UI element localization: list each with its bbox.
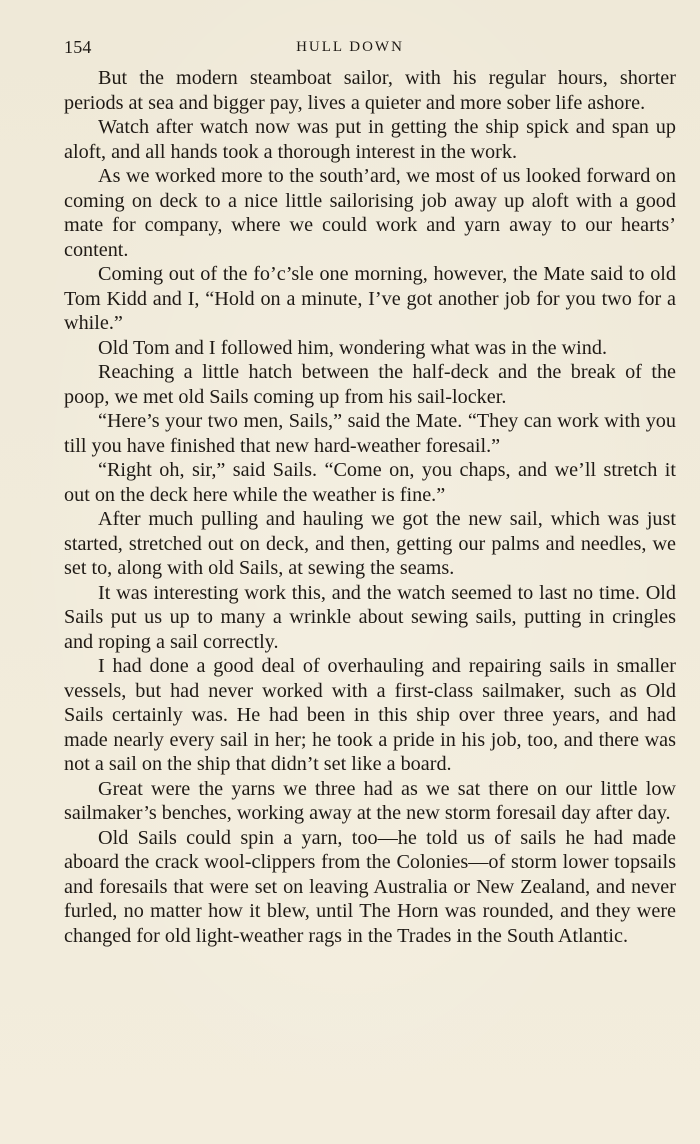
page-number: 154 xyxy=(64,37,92,57)
page-header xyxy=(64,34,636,60)
paragraph-6: Reaching a little hatch between the half-deck and the break of the poop, we met old Sails coming up from his sail-locker. xyxy=(64,361,676,408)
paragraph-13: Old Sails could spin a yarn, too—he told us of sails he had made aboard the crack wool-clippers from the Colonies—of storm lower topsails and foresails that were set on leaving Australia or New Zealand, and never furled, no matter how it blew, until The Horn was rounded, and they were changed for old light-weather rags in the Trades in the South Atlantic. xyxy=(64,826,676,947)
paragraph-4: Coming out of the fo’c’sle one morning, however, the Mate said to old Tom Kidd and I, “Hold on a minute, I’ve got another job for you two for a while.” xyxy=(64,263,676,334)
paragraph-3: As we worked more to the south’ard, we most of us looked forward on coming on deck to a nice little sailorising job away up aloft with a good mate for company, where we could work and yarn away to our hearts’ content. xyxy=(64,165,676,261)
running-title: HULL DOWN xyxy=(296,39,404,55)
paragraph-2: Watch after watch now was put in getting the ship spick and span up aloft, and all hands took a thorough interest in the work. xyxy=(64,116,676,163)
paragraph-10: It was interesting work this, and the watch seemed to last no time. Old Sails put us up to many a wrinkle about sewing sails, putting in cringles and roping a sail correctly. xyxy=(64,581,676,653)
paragraph-9: After much pulling and hauling we got the new sail, which was just started, stretched out on deck, and then, getting our palms and needles, we set to, along with old Sails, at sewing the seams. xyxy=(64,508,676,579)
paragraph-5: Old Tom and I followed him, wondering what was in the wind. xyxy=(98,336,607,359)
paragraph-7: “Here’s your two men, Sails,” said the Mate. “They can work with you till you have finished that new hard-weather foresail.” xyxy=(64,410,676,457)
paragraph-8: “Right oh, sir,” said Sails. “Come on, you chaps, and we’ll stretch it out on the deck here while the weather is fine.” xyxy=(64,459,676,506)
paragraph-1: But the modern steamboat sailor, with his regular hours, shorter periods at sea and bigger pay, lives a quieter and more sober life ashore. xyxy=(64,67,676,114)
body-text xyxy=(64,66,676,948)
paragraph-12: Great were the yarns we three had as we sat there on our little low sailmaker’s benches, working away at the new storm foresail day after day. xyxy=(64,777,676,824)
paragraph-11: I had done a good deal of overhauling and repairing sails in smaller vessels, but had never worked with a first-class sailmaker, such as Old Sails certainly was. He had been in this ship over three years, and had made nearly every sail in her; he took a pride in his job, too, and there was not a sail on the ship that didn’t set like a board. xyxy=(64,655,676,775)
